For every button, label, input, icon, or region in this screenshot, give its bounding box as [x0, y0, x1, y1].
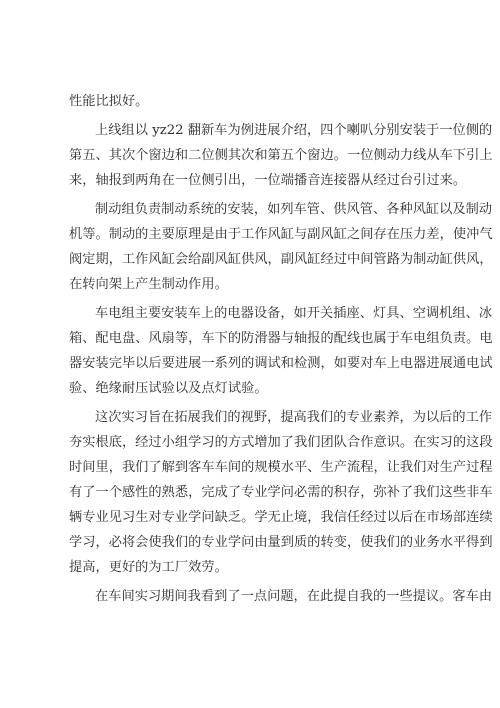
text-line: 学习，必将会使我们的专业学问由量到质的转变，使我们的业务水平得到	[69, 535, 493, 550]
text-line: 上线组以 yz22 翻新车为例进展介绍，四个喇叭分别安装于一位侧的	[95, 123, 493, 138]
text-line: 在转向架上产生制动作用。	[69, 277, 228, 292]
text-line: 这次实习旨在拓展我们的视野，提高我们的专业素养，为以后的工作	[95, 410, 493, 425]
text-line: 验、绝缘耐压试验以及点灯试验。	[69, 381, 268, 396]
paragraph-5	[69, 405, 493, 580]
text-line: 夯实根底，经过小组学习的方式增加了我们团队合作意识。在实习的这段	[69, 435, 493, 450]
text-line: 车电组主要安装车上的电器设备，如开关插座、灯具、空调机组、冰	[95, 306, 493, 321]
paragraph-4	[69, 301, 493, 401]
paragraph-1	[69, 89, 441, 114]
document-page	[69, 89, 493, 613]
text-line: 箱、配电盘、风扇等，车下的防滑器与轴报的配线也属于车电组负责。电	[69, 331, 493, 346]
text-line: 时间里，我们了解到客车车间的规模水平、生产流程，让我们对生产过程	[69, 460, 493, 475]
text-line: 第五、其次个窗边和二位侧其次和第五个窗边。一位侧动力线从车下引上	[69, 148, 493, 163]
text-line: 来，轴报到两角在一位侧引出，一位端播音连接器从经过台引过来。	[69, 173, 467, 188]
text-line: 制动组负责制动系统的安装，如列车管、供风管、各种风缸以及制动	[95, 202, 493, 217]
paragraph-3	[69, 197, 493, 297]
text-line: 有了一个感性的熟悉，完成了专业学问必需的积存，弥补了我们这些非车	[69, 485, 493, 500]
text-line: 提高，更好的为工厂效劳。	[69, 560, 228, 575]
paragraph-6	[69, 584, 493, 609]
text-line: 性能比拟好。	[69, 94, 149, 109]
text-line: 辆专业见习生对专业学问缺乏。学无止境，我信任经过以后在市场部连续	[69, 510, 493, 525]
text-line: 阀定期，工作风缸会给副风缸供风，副风缸经过中间管路为制动缸供风，	[69, 252, 493, 267]
paragraph-2	[69, 118, 493, 193]
text-line: 在车间实习期间我看到了一点问题，在此提自我的一些提议。客车由	[95, 589, 493, 604]
text-line: 机等。制动的主要原理是由于工作风缸与副风缸之间存在压力差，使冲气	[69, 227, 493, 242]
text-line: 器安装完毕以后要进展一系列的调试和检测，如要对车上电器进展通电试	[69, 356, 493, 371]
